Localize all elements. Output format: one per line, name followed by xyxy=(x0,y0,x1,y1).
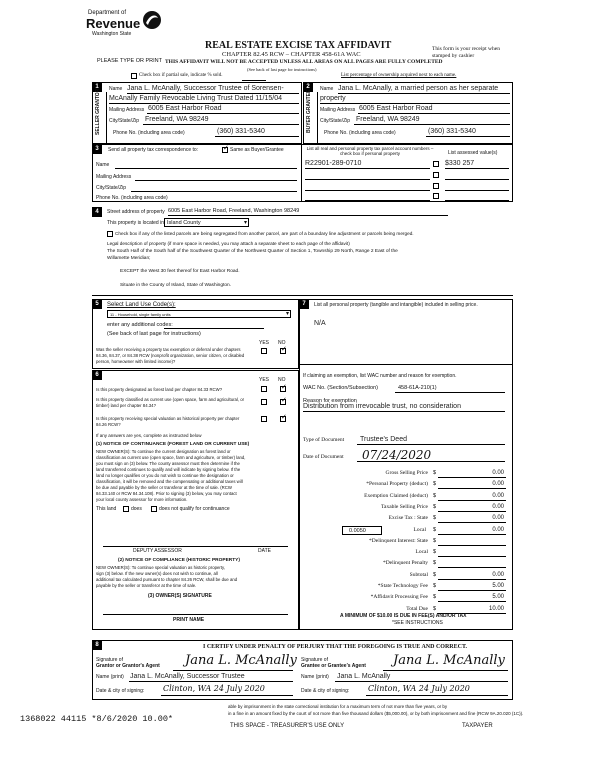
buyer-mailing-label: Mailing Address xyxy=(320,107,356,113)
exemption-question: Was the seller receiving a property tax exemption or deferral under chapters 84.36, 84.37, or 84.38 RCW (nonprofit organization, senior citizen, or disabled person, homeowner with limited income)? xyxy=(96,347,245,364)
owner-signature-label: (3) OWNER(S) SIGNATURE xyxy=(148,593,212,599)
grantor-name-label: Name (print) xyxy=(96,674,124,680)
seller-section xyxy=(92,82,302,144)
perjury-line2: in a fine in an amount fixed by the court of not more than five thousand dollars ($5,000.00), or by both imprisonment and fine (RCW 9A.20.020 (1C)). xyxy=(228,711,524,716)
parcel-personal-checkbox-2[interactable] xyxy=(433,172,439,178)
property-section xyxy=(92,203,513,296)
reason-label: Reason for exemption xyxy=(303,398,357,404)
assessed-header: List assessed value(s) xyxy=(448,150,498,156)
same-as-buyer-label: Same as Buyer/Grantee xyxy=(230,147,284,153)
tax-row-label: *Delinquent Interest: State xyxy=(369,537,428,544)
tax-row-label: Local xyxy=(415,549,428,556)
section-3-number: 3 xyxy=(92,144,102,154)
tax-row-label: *Delinquent Penalty xyxy=(382,560,428,567)
tax-row-label: *Personal Property (deduct) xyxy=(366,481,428,488)
buyer-mailing: 6005 East Harbor Road xyxy=(359,105,433,112)
grantee-signature: Jana L. McAnally xyxy=(393,653,505,668)
tax-row-label: Exemption Claimed (deduct) xyxy=(364,492,428,499)
seller-phone: (360) 331-5340 xyxy=(217,128,265,135)
grantor-date-label: Date & city of signing: xyxy=(96,688,145,694)
buyer-city: Freeland, WA 98249 xyxy=(356,116,420,123)
notice1-l3: you must sign on (3) below. The county assessor must then determine if the xyxy=(96,461,240,466)
street-value: 6005 East Harbor Road, Freeland, Washington 98249 xyxy=(168,208,300,214)
personal-property-section xyxy=(299,299,513,630)
tax-row-value: 5.00 xyxy=(492,583,504,589)
s6-q1: Is this property designated as forest land per chapter 84.33 RCW? xyxy=(96,387,223,392)
tax-row-label: *Affidavit Processing Fee xyxy=(370,594,428,601)
section-8-number: 8 xyxy=(92,640,102,650)
q1-no-checkbox[interactable] xyxy=(280,386,286,392)
buyer-name-line2: property xyxy=(320,95,346,102)
legal-label: Legal description of property (if more space is needed, you may attach a separate sheet to each page of the affidavit) xyxy=(107,241,350,246)
seller-mailing: 6005 East Harbor Road xyxy=(148,105,222,112)
tax-row-value: 0.00 xyxy=(492,515,504,522)
exemption-no-checkbox[interactable] xyxy=(280,348,286,354)
deputy-assessor-label: DEPUTY ASSESSOR xyxy=(133,548,182,554)
street-label: Street address of property xyxy=(107,209,165,215)
section-7-number: 7 xyxy=(299,299,309,309)
taxpayer-label: TAXPAYER xyxy=(462,723,493,729)
tax-row-currency: $ xyxy=(433,526,437,533)
seller-city-label: City/State/Zip xyxy=(109,118,140,124)
notice1-l7: be due and payable by the seller or transferor at the time of sale. (RCW xyxy=(96,485,232,490)
dept-line3: Washington State xyxy=(92,31,132,37)
notice2-l4: payable by the seller or transferor at the time of sale. xyxy=(96,583,197,588)
seller-name-label: Name xyxy=(109,86,123,92)
buyer-section xyxy=(303,82,513,144)
grantor-signature: Jana L. McAnally xyxy=(185,653,297,668)
segregated-checkbox[interactable] xyxy=(107,231,113,237)
notice1-l8: 84.33.140 or RCW 84.34.108). Prior to signing (3) below, you may contact xyxy=(96,491,237,496)
exemption-note: If claiming an exemption, list WAC number and reason for exemption. xyxy=(303,373,457,379)
land-does-checkbox[interactable] xyxy=(123,506,129,512)
tax-row-value: 0.00 xyxy=(492,481,504,488)
forest-land-section xyxy=(92,370,299,630)
buyer-side-label: BUYER GRANTEE xyxy=(306,89,312,133)
parcel-header: List all real and personal property tax parcel account numbers – check box if personal property xyxy=(306,146,434,156)
grantor-sig-label1: Signature of xyxy=(96,657,123,663)
chevron-down-icon: ▾ xyxy=(285,311,289,317)
tax-row-currency: $ xyxy=(433,537,437,544)
grantee-sig-label1: Signature of xyxy=(301,657,328,663)
land-use-no-header: NO xyxy=(278,340,286,346)
land-does-not-checkbox[interactable] xyxy=(151,506,157,512)
buyer-name-label: Name xyxy=(320,86,334,92)
parcel-personal-checkbox-3[interactable] xyxy=(433,183,439,189)
partial-sale-label: Check box if partial sale, indicate % sold. xyxy=(139,73,223,78)
not-accepted-note: THIS AFFIDAVIT WILL NOT BE ACCEPTED UNLESS ALL AREAS ON ALL PAGES ARE FULLY COMPLETED xyxy=(165,59,443,65)
certify-statement: I CERTIFY UNDER PENALTY OF PERJURY THAT THE FOREGOING IS TRUE AND CORRECT. xyxy=(203,644,468,650)
tax-row-value: 0.00 xyxy=(492,526,504,533)
legal-line3: EXCEPT the West 30 feet thereof for East Harbor Road. xyxy=(120,269,240,274)
dept-swirl-icon xyxy=(142,10,162,30)
s6-q3: Is this property receiving special valuation as historical property per chapter 84.26 RCW? xyxy=(96,416,240,427)
tax-row-currency: $ xyxy=(433,492,437,499)
q3-no-checkbox[interactable] xyxy=(280,416,286,422)
exemption-yes-checkbox[interactable] xyxy=(261,348,267,354)
buyer-phone-label: Phone No. (including area code) xyxy=(324,130,396,136)
buyer-name-line1: Jana L. McAnally, a married person as her separate xyxy=(338,85,499,92)
legal-line2: Willamette Meridian; xyxy=(107,256,151,261)
tax-row-label: Taxable Selling Price xyxy=(381,503,428,510)
parcel-personal-checkbox-4[interactable] xyxy=(433,193,439,199)
located-label: This property is located in xyxy=(107,220,164,226)
tax-row-currency: $ xyxy=(433,594,437,601)
tax-row-label: Total Due xyxy=(406,605,428,612)
correspondence-section xyxy=(92,144,513,202)
minimum-note: A MINIMUM OF $10.00 IS DUE IN FEE(S) AND/OR TAX xyxy=(340,613,467,619)
perjury-line1: able by imprisonment in the state correctional institution for a maximum term of not more than five years, or by xyxy=(228,704,448,709)
seller-name-line2: McAnally Family Revocable Living Trust Dated 11/15/04 xyxy=(109,95,283,102)
s6-no-header: NO xyxy=(278,377,286,383)
partial-sale-checkbox[interactable] xyxy=(131,73,137,79)
s6-yes-header: YES xyxy=(259,377,270,383)
form-chapters: CHAPTER 82.45 RCW – CHAPTER 458-61A WAC xyxy=(222,51,361,58)
county-select[interactable] xyxy=(164,218,249,227)
tax-row-currency: $ xyxy=(433,503,437,510)
ownership-note: List percentage of ownership acquired next to each name. xyxy=(341,73,457,78)
reason-value: Distribution from irrevocable trust, no consideration xyxy=(303,403,461,410)
s6-answer-note: If any answers are yes, complete as instructed below xyxy=(96,433,202,438)
grantor-date: Clinton, WA 24 July 2020 xyxy=(163,684,265,693)
seller-city: Freeland, WA 98249 xyxy=(145,116,209,123)
q3-yes-checkbox[interactable] xyxy=(261,416,267,422)
corr-city-label: City/State/Zip xyxy=(96,185,127,191)
tax-row-currency: $ xyxy=(433,560,437,567)
doc-date-label: Date of Document xyxy=(303,454,344,460)
section-1-number: 1 xyxy=(92,82,102,92)
q2-yes-checkbox[interactable] xyxy=(261,399,267,405)
grantor-name: Jana L. McAnally, Successor Trustee xyxy=(130,673,245,680)
correspondence-label: Send all property tax correspondence to: xyxy=(108,147,199,153)
assessed-value: $330 257 xyxy=(445,160,475,167)
land-does-label: This land xyxy=(96,506,117,512)
see-instructions: *SEE INSTRUCTIONS xyxy=(392,620,443,626)
grantee-name: Jana L. McAnally xyxy=(337,673,391,680)
local-rate-value: 0.0050 xyxy=(349,527,366,534)
wac-value: 458-61A-210(1) xyxy=(398,385,437,391)
tax-row-label: Excise Tax : State xyxy=(388,515,428,522)
q1-yes-checkbox[interactable] xyxy=(261,386,267,392)
corr-phone-label: Phone No. (including area code) xyxy=(96,195,168,201)
seller-side-label: SELLER GRANTOR xyxy=(95,88,101,135)
tax-row-currency: $ xyxy=(433,515,437,522)
grantor-sig-label2: Grantor or Grantor's Agent xyxy=(96,663,160,669)
land-does-not-option: does not qualify for continuance xyxy=(159,506,230,512)
wac-label: WAC No. (Section/Subsection) xyxy=(303,385,378,391)
deputy-date-label: DATE xyxy=(258,548,271,554)
dept-line2: Revenue xyxy=(86,16,141,31)
notice1-l4: land transferred continues to qualify and will indicate by signing below. If the xyxy=(96,467,241,472)
print-name-label: PRINT NAME xyxy=(173,617,205,623)
notice1-title: (1) NOTICE OF CONTINUANCE (FOREST LAND OR CURRENT USE) xyxy=(96,442,250,447)
see-back-note: (See back of last page for instructions) xyxy=(247,67,317,72)
corr-name-label: Name xyxy=(96,162,110,168)
receipt-note: This form is your receipt when stamped by cashier xyxy=(432,46,500,59)
recording-stamp: 1368022 44115 *8/6/2020 10.00* xyxy=(20,714,174,724)
tax-row-value: 0.00 xyxy=(492,492,504,499)
tax-row-currency: $ xyxy=(433,481,437,488)
tax-row-currency: $ xyxy=(433,470,437,476)
tax-row-label: Local xyxy=(413,526,426,533)
notice1-l5: land no longer qualifies or you do not wish to continue the designation or xyxy=(96,473,234,478)
notice1-l6: classification, it will be removed and the compensating or additional taxes will xyxy=(96,479,243,484)
tax-row-currency: $ xyxy=(433,549,437,556)
doc-type-value: Trustee's Deed xyxy=(360,436,407,443)
chevron-down-icon: ▾ xyxy=(243,220,247,226)
land-use-section xyxy=(92,299,299,369)
s6-q2: Is this property classified as current use (open space, farm and agricultural, or timber) land per chapter 84.34? xyxy=(96,397,245,408)
grantee-name-label: Name (print) xyxy=(301,674,329,680)
notice2-l3: additional tax calculated pursuant to chapter 84.26 RCW, shall be due and xyxy=(96,577,238,582)
treasurer-use-label: THIS SPACE - TREASURER'S USE ONLY xyxy=(230,723,345,729)
certification-section xyxy=(92,640,513,700)
buyer-city-label: City/State/Zip xyxy=(320,118,351,124)
section-4-number: 4 xyxy=(92,207,102,217)
doc-type-label: Type of Document xyxy=(303,437,345,443)
grantee-date: Clinton, WA 24 July 2020 xyxy=(368,684,470,693)
type-or-print: PLEASE TYPE OR PRINT xyxy=(97,58,163,64)
dept-line1: Department of xyxy=(88,10,127,16)
notice1-l1: NEW OWNER(S): To continue the current designation as forest land or xyxy=(96,449,231,454)
section-5-number: 5 xyxy=(92,299,102,309)
tax-row-label: *State Technology Fee xyxy=(377,583,428,589)
section-2-number: 2 xyxy=(303,82,313,92)
legal-line1: The South Half of the South half of the Southwest Quarter of the Northwest Quarter of Section 1, Township 29 North, Range 2 East of the xyxy=(107,249,398,254)
grantee-date-label: Date & city of signing: xyxy=(301,688,350,694)
q2-no-checkbox[interactable] xyxy=(280,399,286,405)
personal-property-value: N/A xyxy=(314,320,326,327)
local-rate-box xyxy=(342,526,382,535)
tax-row-value: 10.00 xyxy=(488,605,504,612)
seller-phone-label: Phone No. (including area code) xyxy=(113,130,185,136)
tax-row-currency: $ xyxy=(433,571,437,578)
buyer-phone: (360) 331-5340 xyxy=(428,128,476,135)
tax-row-value: 5.00 xyxy=(492,594,504,601)
same-as-buyer-checkbox[interactable] xyxy=(222,147,228,153)
land-use-code: 11 - Household, single family units xyxy=(110,312,171,317)
segregated-note: Check box if any of the listed parcels are being segregated from another parcel, are part of a boundary line adjustment or parcels being merged. xyxy=(115,231,414,236)
tax-row-value: 0.00 xyxy=(492,571,504,578)
county-value: Island County xyxy=(167,220,201,226)
form-title: REAL ESTATE EXCISE TAX AFFIDAVIT xyxy=(205,40,392,51)
personal-property-label: List all personal property (tangible and intangible) included in selling price. xyxy=(314,302,478,308)
land-use-select[interactable] xyxy=(107,310,291,318)
tax-row-value: 0.00 xyxy=(492,503,504,510)
parcel-number: R22901-289-0710 xyxy=(305,160,362,167)
notice2-l2: sign (3) below. If the new owner(s) does not wish to continue, all xyxy=(96,571,218,576)
parcel-personal-checkbox-1[interactable] xyxy=(433,161,439,167)
notice2-title: (2) NOTICE OF COMPLIANCE (HISTORIC PROPERTY) xyxy=(118,558,240,563)
tax-row-value: 0.00 xyxy=(492,470,504,476)
notice1-l9: your local county assessor for more information. xyxy=(96,497,188,502)
seller-mailing-label: Mailing Address xyxy=(109,107,145,113)
tax-row-currency: $ xyxy=(433,605,437,612)
tax-row-label: Subtotal xyxy=(409,571,428,578)
doc-date-value: 07/24/2020 xyxy=(362,448,432,462)
legal-line4: Situate in the County of Island, State of Washington. xyxy=(120,283,232,288)
corr-mailing-label: Mailing Address xyxy=(96,174,132,180)
land-does-option: does xyxy=(131,506,142,512)
land-use-yes-header: YES xyxy=(259,340,270,346)
additional-codes-label: enter any additional codes: xyxy=(107,322,173,328)
seller-name-line1: Jana L. McAnally, Successor Trustee of Sorensen- xyxy=(127,85,284,92)
notice2-l1: NEW OWNER(S): To continue special valuation as historic property, xyxy=(96,565,226,570)
section-6-number: 6 xyxy=(92,370,102,380)
grantee-sig-label2: Grantee or Grantee's Agent xyxy=(301,663,366,669)
notice1-l2: classification as current use (open space, farm and agriculture, or timber) land, xyxy=(96,455,246,460)
land-use-label: Select Land Use Code(s): xyxy=(107,302,176,308)
tax-row-currency: $ xyxy=(433,583,437,589)
land-use-see-back: (See back of last page for instructions) xyxy=(107,331,201,337)
tax-row-label: Gross Selling Price xyxy=(385,470,428,476)
